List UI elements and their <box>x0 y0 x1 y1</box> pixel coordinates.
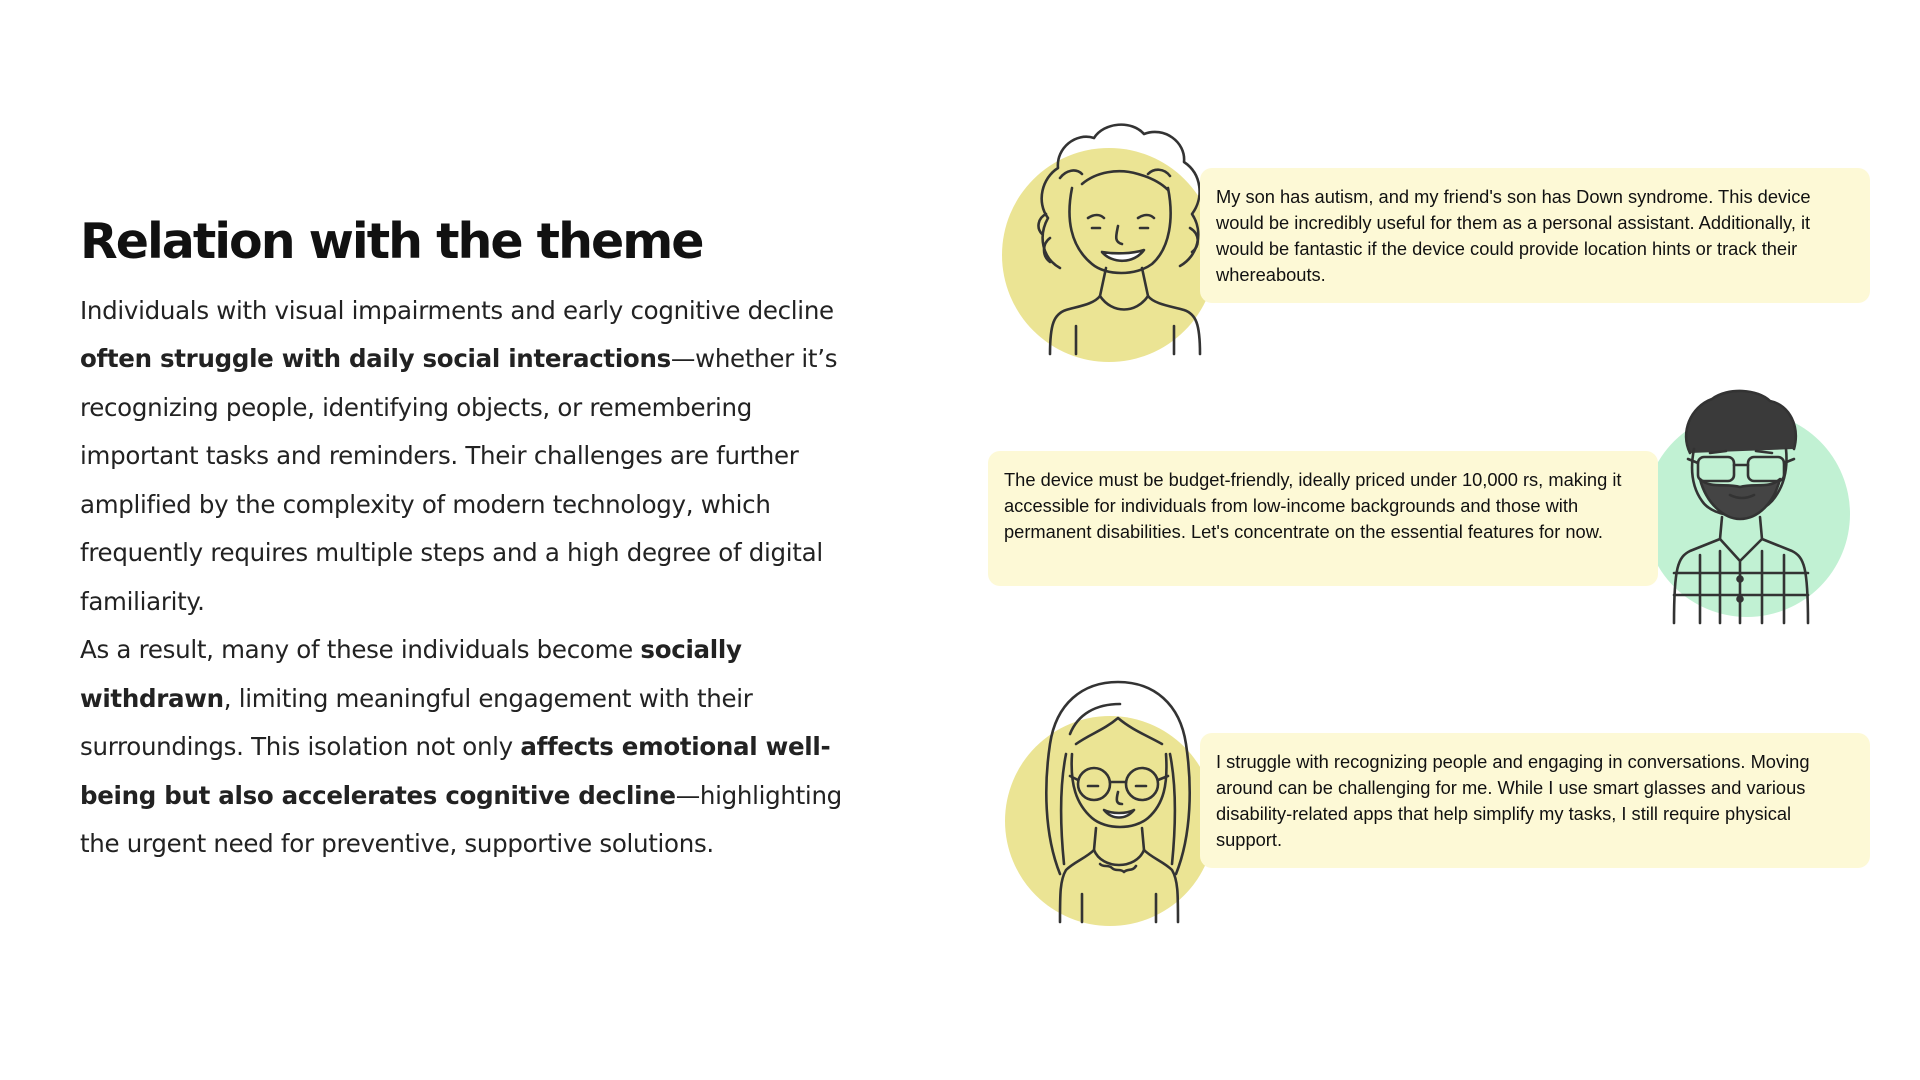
paragraph-text: Individuals with visual impairments and early cognitive decline <box>80 295 834 325</box>
quote-bubble <box>1200 168 1870 303</box>
curly-haired-woman-avatar <box>1020 118 1230 358</box>
emphasis-text: socially withdrawn <box>80 635 742 713</box>
paragraph-text: —whether it’s recognizing people, identifying objects, or remembering important tasks and reminders. Their challenges are further amplified by the complexity of modern technology, which frequently requires multiple steps and a high degree of digital familiarity. <box>80 344 838 616</box>
section-title: Relation with the theme <box>80 213 703 270</box>
paragraph-text: , limiting meaningful engagement with their surroundings. This isolation not only <box>80 683 753 762</box>
theme-section <box>80 215 850 869</box>
emphasis-text: often struggle with daily social interactions <box>80 344 671 374</box>
long-haired-woman-with-glasses-avatar <box>1030 674 1205 924</box>
paragraph-text: —highlighting the urgent need for preventive, supportive solutions. <box>80 780 842 859</box>
paragraph-intro <box>80 287 850 627</box>
bearded-man-with-glasses-avatar <box>1650 383 1830 628</box>
quote-text: I struggle with recognizing people and engaging in conversations. Moving around can be challenging for me. While I use smart glasses and various disability-related apps that help simplify my tasks, I still require physical support. <box>1216 751 1810 850</box>
quote-text: My son has autism, and my friend's son has Down syndrome. This device would be incredibly useful for them as a personal assistant. Additionally, it would be fantastic if the device could provide location hints or track their whereabouts. <box>1216 186 1811 285</box>
emphasis-text: affects emotional well-being but also accelerates cognitive decline <box>80 732 831 810</box>
quote-bubble <box>1200 733 1870 868</box>
paragraph-result <box>80 626 850 869</box>
quote-bubble <box>988 451 1658 586</box>
paragraph-text: As a result, many of these individuals become <box>80 635 641 665</box>
quote-text: The device must be budget-friendly, ideally priced under 10,000 rs, making it accessible for individuals from low-income backgrounds and those with permanent disabilities. Let's concentrate on the essential features for now. <box>1004 469 1622 542</box>
